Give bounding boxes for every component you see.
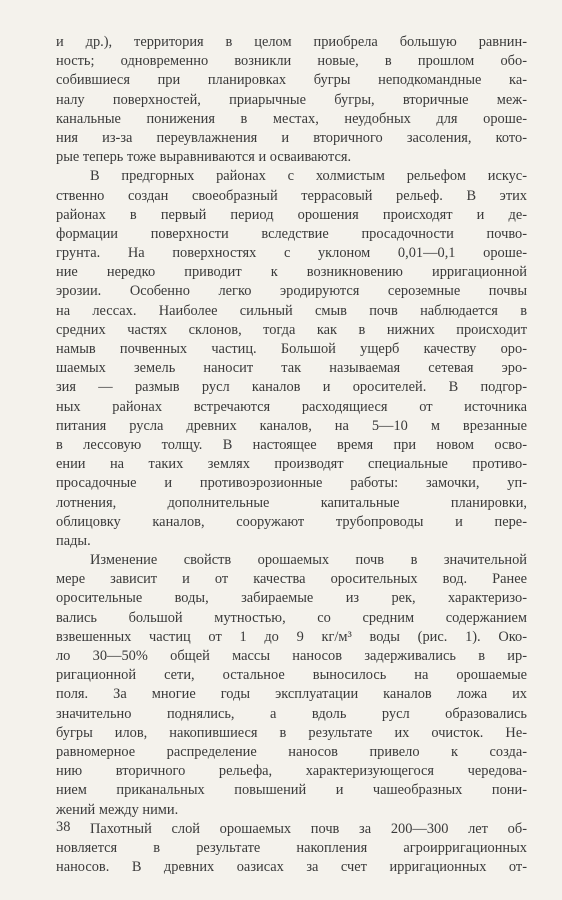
paragraph (56, 820, 527, 878)
text-line: нию вторичного рельефа, характеризующегося чередова- (56, 763, 527, 780)
text-line: районах в первый период орошения происходят и де- (56, 206, 527, 223)
text-line: ния из-за переувлажнения и вторичного засоления, кото- (56, 129, 527, 146)
text-line: новляется в результате накопления агроирригационных (56, 839, 527, 856)
text-line: бугры илов, накопившиеся в результате их очисток. Не- (56, 724, 527, 741)
text-line: налу поверхностей, приарычные бугры, вторичные меж- (56, 91, 527, 108)
text-line: облицовку каналов, сооружают трубопроводы и пере- (56, 513, 527, 530)
text-line: канальные понижения в местах, неудобных для ороше- (56, 110, 527, 127)
page-number: 38 (56, 819, 71, 835)
body-text (56, 33, 527, 877)
text-line: значительно поднялись, а вдоль русл образовались (56, 705, 527, 722)
text-line: поля. За многие годы эксплуатации каналов ложа их (56, 686, 527, 703)
text-line: В предгорных районах с холмистым рельефом искус- (90, 168, 527, 185)
text-line: рые теперь тоже выравниваются и осваиваются. (56, 149, 352, 166)
text-line: ние нередко приводит к возникновению ирригационной (56, 264, 527, 281)
text-line: пады. (56, 532, 91, 549)
text-line: эрозии. Особенно легко эродируются сероземные почвы (56, 283, 527, 300)
text-line: взвешенных частиц от 1 до 9 кг/м³ воды (рис. 1). Око- (56, 628, 527, 645)
text-line: формации поверхности вследствие просадочности почво- (56, 225, 527, 242)
paragraph (56, 167, 527, 551)
text-line: средних частях склонов, тогда как в нижних происходит (56, 321, 527, 338)
text-line: грунта. На поверхностях с уклоном 0,01—0,1 ороше- (56, 245, 527, 262)
text-line: наносов. В древних оазисах за счет ирригационных от- (56, 859, 527, 876)
text-line: Изменение свойств орошаемых почв в значительной (90, 552, 527, 569)
text-line: и др.), территория в целом приобрела большую равнин- (56, 34, 527, 50)
text-line: на лессах. Наиболее сильный смыв почв наблюдается в (56, 302, 527, 319)
text-line: собившиеся при планировках бугры неподкомандные ка- (56, 72, 527, 89)
text-line: ло 30—50% общей массы наносов задерживались в ир- (56, 648, 527, 664)
text-line: ность; одновременно возникли новые, в прошлом обо- (56, 53, 527, 70)
text-line: ении на таких землях производят специальные противо- (56, 456, 527, 473)
text-line: жений между ними. (56, 801, 179, 818)
text-line: Пахотный слой орошаемых почв за 200—300 лет об- (90, 820, 527, 837)
text-line: ных районах встречаются расходящиеся от источника (56, 398, 527, 415)
text-line: мере зависит и от качества оросительных вод. Ранее (56, 571, 527, 588)
paragraph (56, 33, 527, 167)
text-line: просадочные и противоэрозионные работы: замочки, уп- (56, 475, 527, 492)
text-line: в лессовую толщу. В настоящее время при новом осво- (56, 436, 527, 453)
text-line: оросительные воды, забираемые из рек, характеризо- (56, 590, 527, 607)
text-line: нием приканальных повышений и чашеобразных пони- (56, 782, 527, 799)
text-line: равномерное распределение наносов привело к созда- (56, 743, 527, 760)
text-line: питания русла древних каналов, на 5—10 м врезанные (56, 417, 527, 434)
text-line: намыв почвенных частиц. Большой ущерб качеству оро- (56, 341, 527, 357)
text-line: ственно создан своеобразный террасовый рельеф. В этих (56, 187, 527, 204)
paragraph (56, 551, 527, 820)
text-line: шаемых земель наносит так называемая сетевая эро- (56, 360, 527, 377)
text-line: лотнения, дополнительные капитальные планировки, (56, 494, 527, 511)
text-line: вались большой мутностью, со средним содержанием (56, 609, 527, 626)
text-line: ригационной сети, остальное выносилось на орошаемые (56, 667, 527, 684)
text-line: зия — размыв русл каналов и оросителей. В подгор- (56, 379, 527, 396)
